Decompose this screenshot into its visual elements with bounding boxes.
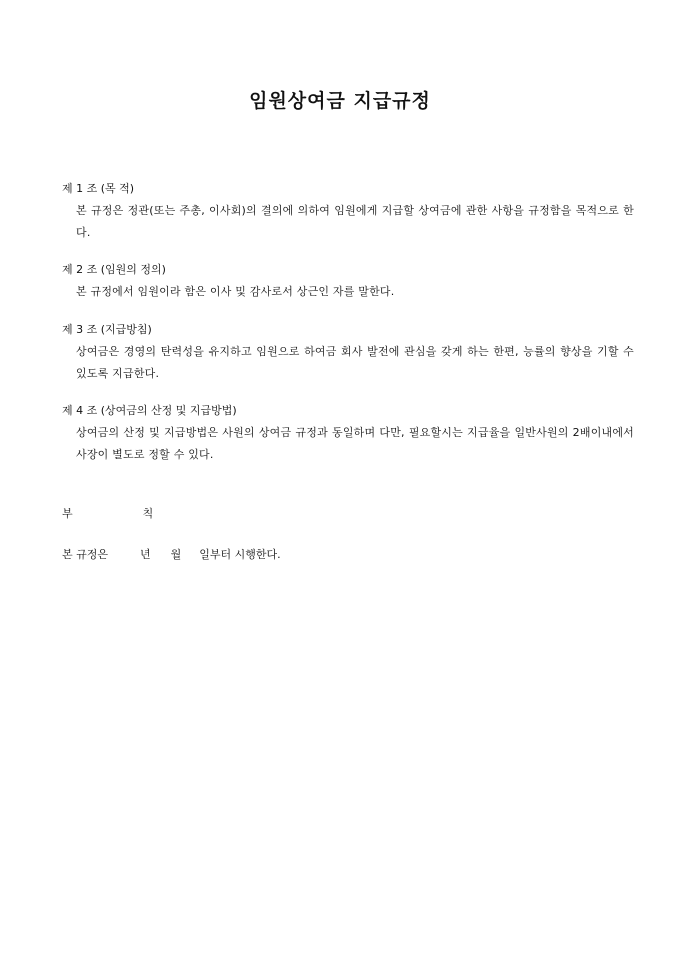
supplementary-body xyxy=(62,545,281,565)
article-heading: 제 4 조 (상여금의 산정 및 지급방법) xyxy=(62,404,237,417)
supplementary-heading-right: 칙 xyxy=(142,507,154,520)
supplementary-heading-left: 부 xyxy=(62,507,73,520)
article-2 xyxy=(62,259,634,303)
article-1 xyxy=(62,178,634,244)
article-body: 상여금의 산정 및 지급방법은 사원의 상여금 규정과 동일하며 다만, 필요할시는 지급율을 일반사원의 2배이내에서 사장이 별도로 정할 수 있다. xyxy=(76,426,634,461)
article-heading: 제 1 조 (목 적) xyxy=(62,182,135,195)
year-label: 년 xyxy=(140,548,151,561)
article-body: 상여금은 경영의 탄력성을 유지하고 임원으로 하여금 회사 발전에 관심을 갖게 하는 한편, 능률의 향상을 기할 수 있도록 지급한다. xyxy=(76,345,634,380)
document-title: 임원상여금 지급규정 xyxy=(249,90,431,112)
supplementary-prefix: 본 규정은 xyxy=(62,548,109,561)
article-heading: 제 2 조 (임원의 정의) xyxy=(62,263,166,276)
supplementary-suffix: 일부터 시행한다. xyxy=(199,548,281,561)
article-body: 본 규정에서 임원이라 함은 이사 및 감사로서 상근인 자를 말한다. xyxy=(76,285,395,298)
supplementary-heading xyxy=(62,504,153,524)
article-heading: 제 3 조 (지급방침) xyxy=(62,323,152,336)
month-label: 월 xyxy=(170,548,182,561)
article-body: 본 규정은 정관(또는 주총, 이사회)의 결의에 의하여 임원에게 지급할 상여금에 관한 사항을 규정함을 목적으로 한다. xyxy=(76,204,634,239)
article-3 xyxy=(62,319,634,385)
article-4 xyxy=(62,400,634,466)
